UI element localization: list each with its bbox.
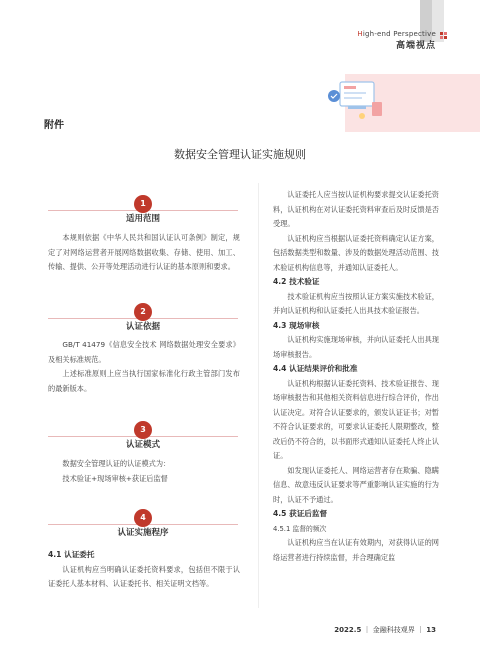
journal-name: 金融科技观界	[372, 626, 415, 634]
section-number-badge: 3	[134, 421, 152, 439]
issue-number: 2022.5	[334, 626, 362, 634]
subheading: 4.4 认证结果评价和批准	[273, 364, 358, 373]
subheading: 4.5 获证后监督	[273, 509, 328, 518]
column-divider	[258, 183, 259, 608]
paragraph: 认证机构应当明确认证委托资料要求，包括但不限于认证委托人基本材料、认证委托书、相关证明文档等。	[48, 564, 240, 588]
page-footer	[334, 625, 436, 635]
section-heading-4	[48, 509, 238, 539]
paragraph: 认证机构根据认证委托资料、技术验证报告、现场审核报告和其他相关资料信息进行综合评价，作出认证决定。对符合认证要求的，颁发认证证书；对暂不符合认证要求的，可要求认证委托人限期整改，整改后仍不符合的，以书面形式通知认证委托人终止认证。	[273, 378, 439, 460]
footer-separator: ｜	[363, 626, 371, 634]
document-title: 数据安全管理认证实施规则	[174, 148, 306, 161]
section-heading-2	[48, 303, 238, 333]
paragraph: 认证机构应当在认证有效期内，对获得认证的网络运营者进行持续监督，并合理确定监	[273, 538, 439, 562]
annex-label: 附件	[44, 120, 64, 131]
section-1-body	[48, 231, 240, 275]
section-title: 认证模式	[125, 440, 160, 450]
paragraph: 数据安全管理认证的认证模式为：	[62, 459, 171, 468]
paragraph: 技术验证+现场审核+获证后监督	[62, 473, 168, 483]
paragraph: GB/T 41479《信息安全技术 网络数据处理安全要求》及相关标准规范。	[48, 340, 240, 364]
section-4-body	[48, 548, 240, 592]
paragraph: 认证机构实施现场审核，并向认证委托人出具现场审核报告。	[273, 335, 439, 359]
paragraph: 认证委托人应当按认证机构要求提交认证委托资料，认证机构在对认证委托资料审查后及时反馈是否受理。	[273, 190, 439, 228]
right-column	[273, 188, 439, 565]
brand-header	[357, 30, 436, 51]
brand-chinese: 高端视点	[395, 41, 436, 51]
section-2-body	[48, 338, 240, 396]
hero-illustration	[322, 74, 392, 124]
section-3-body	[48, 457, 240, 486]
brand-english: High-end Perspective	[357, 30, 436, 38]
section-title: 认证依据	[125, 322, 160, 332]
subheading: 4.1 认证委托	[48, 550, 95, 559]
subheading: 4.2 技术验证	[273, 277, 320, 286]
paragraph: 本规则依据《中华人民共和国认证认可条例》制定，规定了对网络运营者开展网络数据收集、存储、使用、加工、传输、提供、公开等处理活动进行认证的基本原则和要求。	[48, 233, 240, 271]
paragraph: 技术验证机构应当按照认证方案实施技术验证，并向认证机构和认证委托人出具技术验证报告。	[273, 291, 439, 315]
sub-subheading: 4.5.1 监督的频次	[273, 524, 327, 533]
paragraph: 上述标准原则上应当执行国家标准化行政主管部门发布的最新版本。	[48, 369, 240, 393]
paragraph: 如发现认证委托人、网络运营者存在欺骗、隐瞒信息、故意违反认证要求等严重影响认证实施的行为时，认证不予通过。	[273, 465, 439, 504]
section-number-badge: 4	[134, 509, 152, 527]
brand-dots-icon	[440, 32, 450, 42]
section-title: 认证实施程序	[117, 528, 169, 538]
section-heading-3	[48, 421, 238, 451]
section-number-badge: 2	[134, 303, 152, 321]
footer-separator: ｜	[417, 626, 425, 634]
paragraph: 认证机构应当根据认证委托资料确定认证方案，包括数据类型和数量、涉及的数据处理活动范围、技术验证机构信息等，并通知认证委托人。	[273, 233, 439, 272]
section-title: 适用范围	[125, 214, 160, 224]
section-heading-1	[48, 195, 238, 225]
section-number-badge: 1	[134, 195, 152, 213]
page-number: 13	[426, 626, 436, 634]
subheading: 4.3 现场审核	[273, 320, 320, 330]
